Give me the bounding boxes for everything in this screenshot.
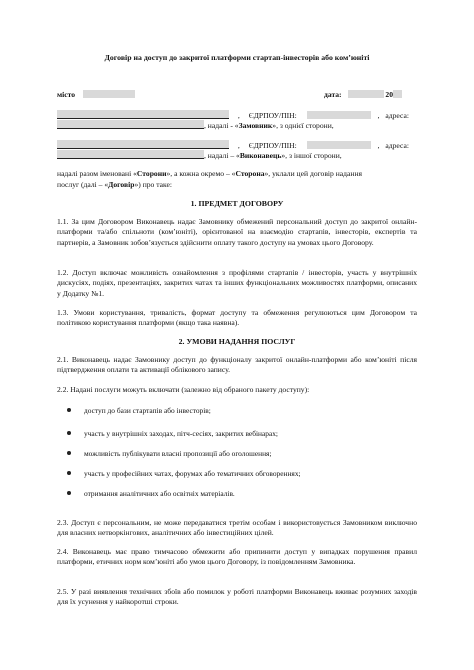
party2-role: Виконавець	[239, 151, 282, 160]
paragraph-2-1: 2.1. Виконавець надає Замовнику доступ до функціоналу закритої онлайн-платформи або ком’юніті після підтвердження оплати та активації облікового запису.	[57, 355, 417, 375]
paragraph-2-4: 2.4. Виконавець має право тимчасово обмежити або припинити доступ у випадках порушення правил платформи, етичних норм ком’юніті або умов цього Договору, із повідомленням Замовника.	[57, 547, 417, 567]
party2-suffix-b: », з іншої сторони,	[281, 151, 342, 160]
party1-address-label: адреса:	[385, 111, 409, 120]
intro-line2	[57, 180, 172, 190]
bullet-dot-icon	[67, 471, 71, 475]
intro-text-d: послуг (далі – «	[57, 180, 109, 189]
party1-suffix-a: , надалі - «	[204, 121, 239, 130]
party1-role: Замовник	[238, 121, 273, 130]
intro-parties: Сторони	[136, 169, 167, 178]
paragraph-1-3: 1.3. Умови користування, тривалість, формат доступу та обмеження регулюються цим Договором та політикою користування платформи (якщо така наявна).	[57, 308, 417, 328]
party2-line1: , ЄДРПОУ/ПІН: , адреса:	[57, 140, 409, 151]
bullet-item	[67, 469, 301, 479]
paragraph-1-2: 1.2. Доступ включає можливість ознайомлення з профілями стартапів / інвесторів, участь у внутрішніх дискусіях, подіях, презентаціях, закритих чатах та інших функціональних можливостях платформи, описаних у Додатку №1.	[57, 268, 417, 298]
party1-line2	[57, 120, 334, 131]
intro-text-a: надалі разом іменовані «	[57, 169, 137, 178]
party2-address-field[interactable]	[57, 150, 204, 159]
intro-contract: Договір	[108, 180, 135, 189]
party2-line2	[57, 150, 342, 161]
party1-edrpou-field[interactable]	[307, 111, 371, 119]
bullet-text: отримання аналітичних або освітніх матеріалів.	[84, 489, 235, 498]
city-line	[57, 90, 135, 100]
bullet-item	[67, 429, 278, 439]
year-prefix: 20	[385, 90, 393, 99]
bullet-dot-icon	[67, 491, 71, 495]
party2-address-label: адреса:	[385, 141, 409, 150]
party2-edrpou-field[interactable]	[307, 141, 371, 149]
party2-edrpou-label: ЄДРПОУ/ПІН:	[248, 141, 297, 150]
party1-suffix-b: », з однієї сторони,	[272, 121, 334, 130]
intro-line1	[57, 169, 362, 179]
party1-address-field[interactable]	[57, 120, 204, 129]
party1-name-field[interactable]	[57, 110, 229, 119]
bullet-text: можливість публікувати власні пропозиції або оголошення;	[84, 449, 272, 458]
date-line	[324, 90, 402, 100]
bullet-item	[67, 449, 272, 459]
paragraph-2-2: 2.2. Надані послуги можуть включати (залежно від обраного пакету доступу):	[57, 385, 310, 394]
year-field[interactable]	[393, 90, 402, 98]
date-label: дата:	[324, 90, 342, 99]
section2-title: 2. УМОВИ НАДАННЯ ПОСЛУГ	[178, 337, 296, 346]
party2-name-field[interactable]	[57, 140, 229, 149]
party1-line1: , ЄДРПОУ/ПІН: , адреса:	[57, 110, 409, 121]
party1-edrpou-label: ЄДРПОУ/ПІН:	[248, 111, 297, 120]
bullet-dot-icon	[67, 431, 71, 435]
bullet-text: участь у професійних чатах, форумах або тематичних обговореннях;	[84, 469, 301, 478]
paragraph-2-3: 2.3. Доступ є персональним, не може передаватися третім особам і використовується Замовником виключно для власних нетворкінгових, аналітичних або інвестиційних цілей.	[57, 518, 417, 538]
bullet-dot-icon	[67, 408, 71, 412]
bullet-item	[67, 406, 211, 416]
bullet-dot-icon	[67, 451, 71, 455]
city-field[interactable]	[83, 90, 135, 98]
city-label: місто	[57, 90, 76, 99]
paragraph-2-5: 2.5. У разі виявлення технічних збоїв або помилок у роботі платформи Виконавець вживає розумних заходів для їх усунення у найкоротші строки.	[57, 587, 417, 607]
paragraph-1-1: 1.1. За цим Договором Виконавець надає Замовнику обмежений персональний доступ до закритої онлайн-платформи та/або спільноти (ком’юніті), орієнтованої на взаємодію стартапів, інвесторів, експертів та партнерів, а Замовник зобов’язується здійснити оплату такого доступу на умовах цього Договору.	[57, 217, 417, 247]
intro-text-c: », уклали цей договір надання	[264, 169, 363, 178]
bullet-text: доступ до бази стартапів або інвесторів;	[84, 406, 211, 415]
party2-suffix-a: , надалі – «	[204, 151, 240, 160]
intro-party: Сторона	[235, 169, 265, 178]
document-title: Договір на доступ до закритої платформи стартап-інвесторів або ком’юніті	[104, 53, 370, 62]
bullet-item	[67, 489, 235, 499]
section1-title: 1. ПРЕДМЕТ ДОГОВОРУ	[190, 199, 284, 208]
bullet-text: участь у внутрішніх заходах, пітч-сесіях, закритих вебінарах;	[84, 429, 278, 438]
intro-text-e: ») про таке:	[134, 180, 173, 189]
date-field[interactable]	[348, 90, 384, 98]
intro-text-b: », а кожна окремо – «	[166, 169, 236, 178]
